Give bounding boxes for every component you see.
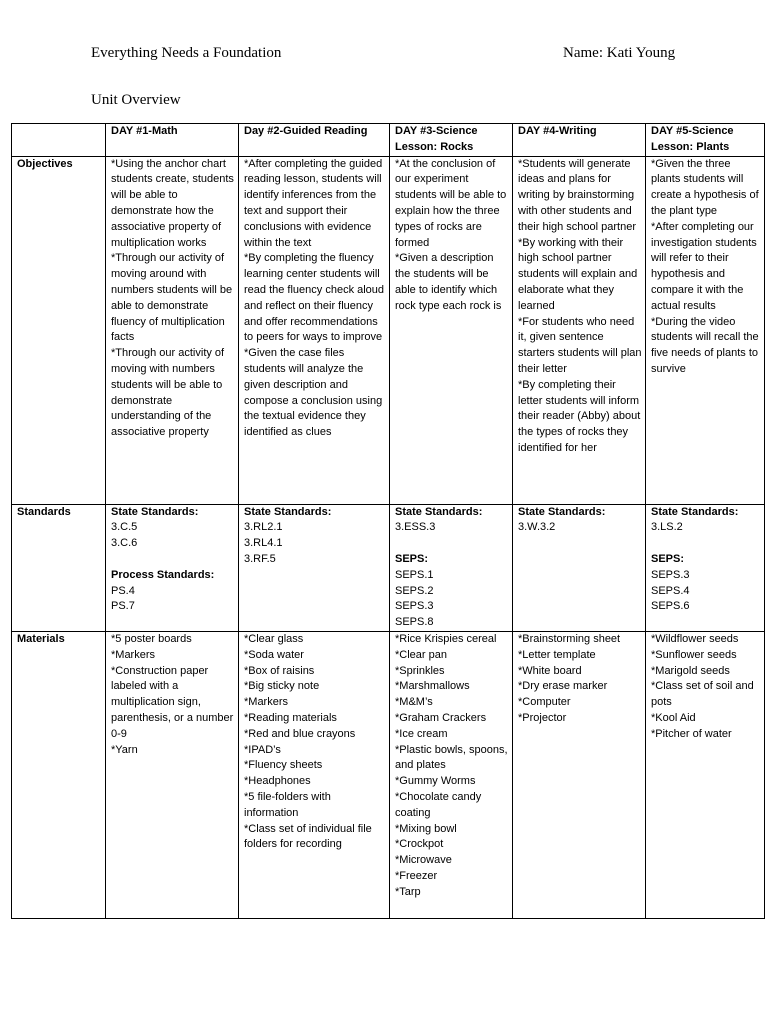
cell-line: *After completing our investigation students will refer to their hypothesis and compare it with the actual results [651,220,757,312]
cell-line: Process Standards: [111,568,215,581]
cell-line: PS.7 [111,600,135,613]
cell-line: *Clear pan [395,648,447,661]
cell-line [651,536,762,552]
cell-line: *Markers [244,696,289,709]
cell-line: *Students will generate ideas and plans for writing by brainstorming with other students and their high school partner [518,157,637,233]
cell-line: 3.W.3.2 [518,521,556,534]
cell-line: SEPS: [651,552,685,565]
cell-line: *Given a description the students will be able to identify which rock type each rock is [395,252,502,312]
cell-line: SEPS.4 [651,584,690,597]
cell-line: *Soda water [244,648,304,661]
cell-line: *Plastic bowls, spoons, and plates [395,743,508,772]
cell-line: *Through our activity of moving with numbers students will be able to demonstrate understanding of the associative property [111,347,225,439]
cell-line: *Kool Aid [651,711,696,724]
cell-line: *Marigold seeds [651,664,730,677]
cell-line: *Dry erase marker [518,680,608,693]
cell-line: State Standards: [651,505,739,518]
cell-line: *5 file-folders with information [244,790,331,819]
table-cell-day3-standards [390,504,513,631]
table-cell-day2-materials [239,631,390,918]
table-cell-day2-standards [239,504,390,631]
cell-line: 3.LS.2 [651,521,683,534]
cell-line: *Letter template [518,648,596,661]
cell-line: *White board [518,664,582,677]
cell-line: *M&M’s [395,696,433,709]
cell-line: *Class set of individual file folders for recording [244,822,372,851]
cell-line: *Computer [518,696,571,709]
cell-line: SEPS.3 [651,568,690,581]
cell-line: SEPS.1 [395,568,434,581]
column-header-day4: DAY #4-Writing [513,124,646,157]
cell-line: *Crockpot [395,838,444,851]
cell-line: *Wildflower seeds [651,632,739,645]
cell-line: *By completing their letter students will inform their reader (Abby) about the types of rocks they identified for her [518,378,641,454]
cell-line: *5 poster boards [111,632,192,645]
table-cell-day1-objectives [106,156,239,504]
cell-line: State Standards: [395,505,483,518]
cell-line: *Pitcher of water [651,727,732,740]
table-cell-day3-materials [390,631,513,918]
table-cell-day1-materials [106,631,239,918]
cell-line: 3.RL4.1 [244,537,283,550]
cell-line: *After completing the guided reading lesson, students will identify inferences from the text and support their conclusions with evidence within the text [244,157,383,249]
column-header-day5: DAY #5-Science Lesson: Plants [646,124,765,157]
author-name: Name: Kati Young [563,45,676,61]
table-cell-day5-materials [646,631,765,918]
cell-line: *Brainstorming sheet [518,632,621,645]
row-label-materials: Materials [12,631,106,918]
cell-line: *Using the anchor chart students create, students will be able to demonstrate how the associative property of multiplication works [111,157,234,249]
table-row-materials [12,631,765,918]
cell-line: 3.RF.5 [244,552,276,565]
table-row-objectives [12,156,765,504]
cell-line: *Gummy Worms [395,775,476,788]
cell-line: *Clear glass [244,632,304,645]
cell-line: *By completing the fluency learning center students will read the fluency check aloud and reflect on their fluency and offer recommendations to peers for ways to improve [244,252,385,344]
cell-line: SEPS: [395,552,429,565]
cell-line: State Standards: [111,505,199,518]
row-label-objectives: Objectives [12,156,106,504]
cell-line: *Markers [111,648,156,661]
column-header-day1: DAY #1-Math [106,124,239,157]
cell-line: *Mixing bowl [395,822,457,835]
column-header-blank [12,124,106,157]
cell-line: 3.C.5 [111,521,138,534]
table-cell-day4-materials [513,631,646,918]
cell-line: *Box of raisins [244,664,315,677]
cell-line: *Ice cream [395,727,448,740]
cell-line: *By working with their high school partner students will explain and elaborate what they learned [518,236,638,312]
cell-line [111,552,236,568]
cell-line: 3.ESS.3 [395,521,436,534]
column-header-day3: DAY #3-Science Lesson: Rocks [390,124,513,157]
cell-line: *Red and blue crayons [244,727,356,740]
cell-line: *Sunflower seeds [651,648,737,661]
table-header-row [12,124,765,157]
row-label-standards: Standards [12,504,106,631]
cell-line: *Yarn [111,743,138,756]
cell-line: *For students who need it, given sentence starters students will plan their letter [518,315,642,375]
cell-line: SEPS.3 [395,600,434,613]
cell-line: *Freezer [395,869,438,882]
cell-line: SEPS.8 [395,616,434,629]
cell-line: *IPAD’s [244,743,281,756]
cell-line: *Headphones [244,775,311,788]
unit-overview-table [11,123,765,919]
cell-line: *Sprinkles [395,664,445,677]
cell-line: *Marshmallows [395,680,470,693]
table-cell-day4-standards [513,504,646,631]
cell-line: *Through our activity of moving around with numbers students will be able to demonstrate fluency of multiplication facts [111,252,233,344]
cell-line: *Graham Crackers [395,711,487,724]
document-title: Everything Needs a Foundation [91,45,282,61]
cell-line: *Big sticky note [244,680,320,693]
table-cell-day5-standards [646,504,765,631]
cell-line: *Fluency sheets [244,759,323,772]
cell-line: *Given the three plants students will create a hypothesis of the plant type [651,157,759,217]
table-cell-day3-objectives [390,156,513,504]
cell-line: *At the conclusion of our experiment students will be able to explain how the three types of rocks are formed [395,157,507,249]
cell-line: 3.C.6 [111,537,138,550]
cell-line: *Chocolate candy coating [395,790,482,819]
table-cell-day4-objectives [513,156,646,504]
cell-line: *Microwave [395,854,452,867]
cell-line: *Construction paper labeled with a multiplication sign, parenthesis, or a number 0-9 [111,664,234,740]
table-cell-day2-objectives [239,156,390,504]
cell-line: 3.RL2.1 [244,521,283,534]
cell-line: *Projector [518,711,567,724]
cell-line: PS.4 [111,584,135,597]
column-header-day2: Day #2-Guided Reading [239,124,390,157]
table-cell-day1-standards [106,504,239,631]
cell-line: State Standards: [518,505,606,518]
cell-line: *During the video students will recall the five needs of plants to survive [651,315,759,375]
cell-line: *Reading materials [244,711,337,724]
section-title: Unit Overview [91,92,181,108]
cell-line: *Tarp [395,885,421,898]
cell-line: *Given the case files students will analyze the given description and compose a conclusion using the textual evidence they identified as clues [244,347,383,439]
cell-line: *Rice Krispies cereal [395,632,497,645]
cell-line [395,536,510,552]
table-cell-day5-objectives [646,156,765,504]
cell-line: SEPS.2 [395,584,434,597]
cell-line: SEPS.6 [651,600,690,613]
cell-line: State Standards: [244,505,332,518]
cell-line: *Class set of soil and pots [651,680,754,709]
table-row-standards [12,504,765,631]
